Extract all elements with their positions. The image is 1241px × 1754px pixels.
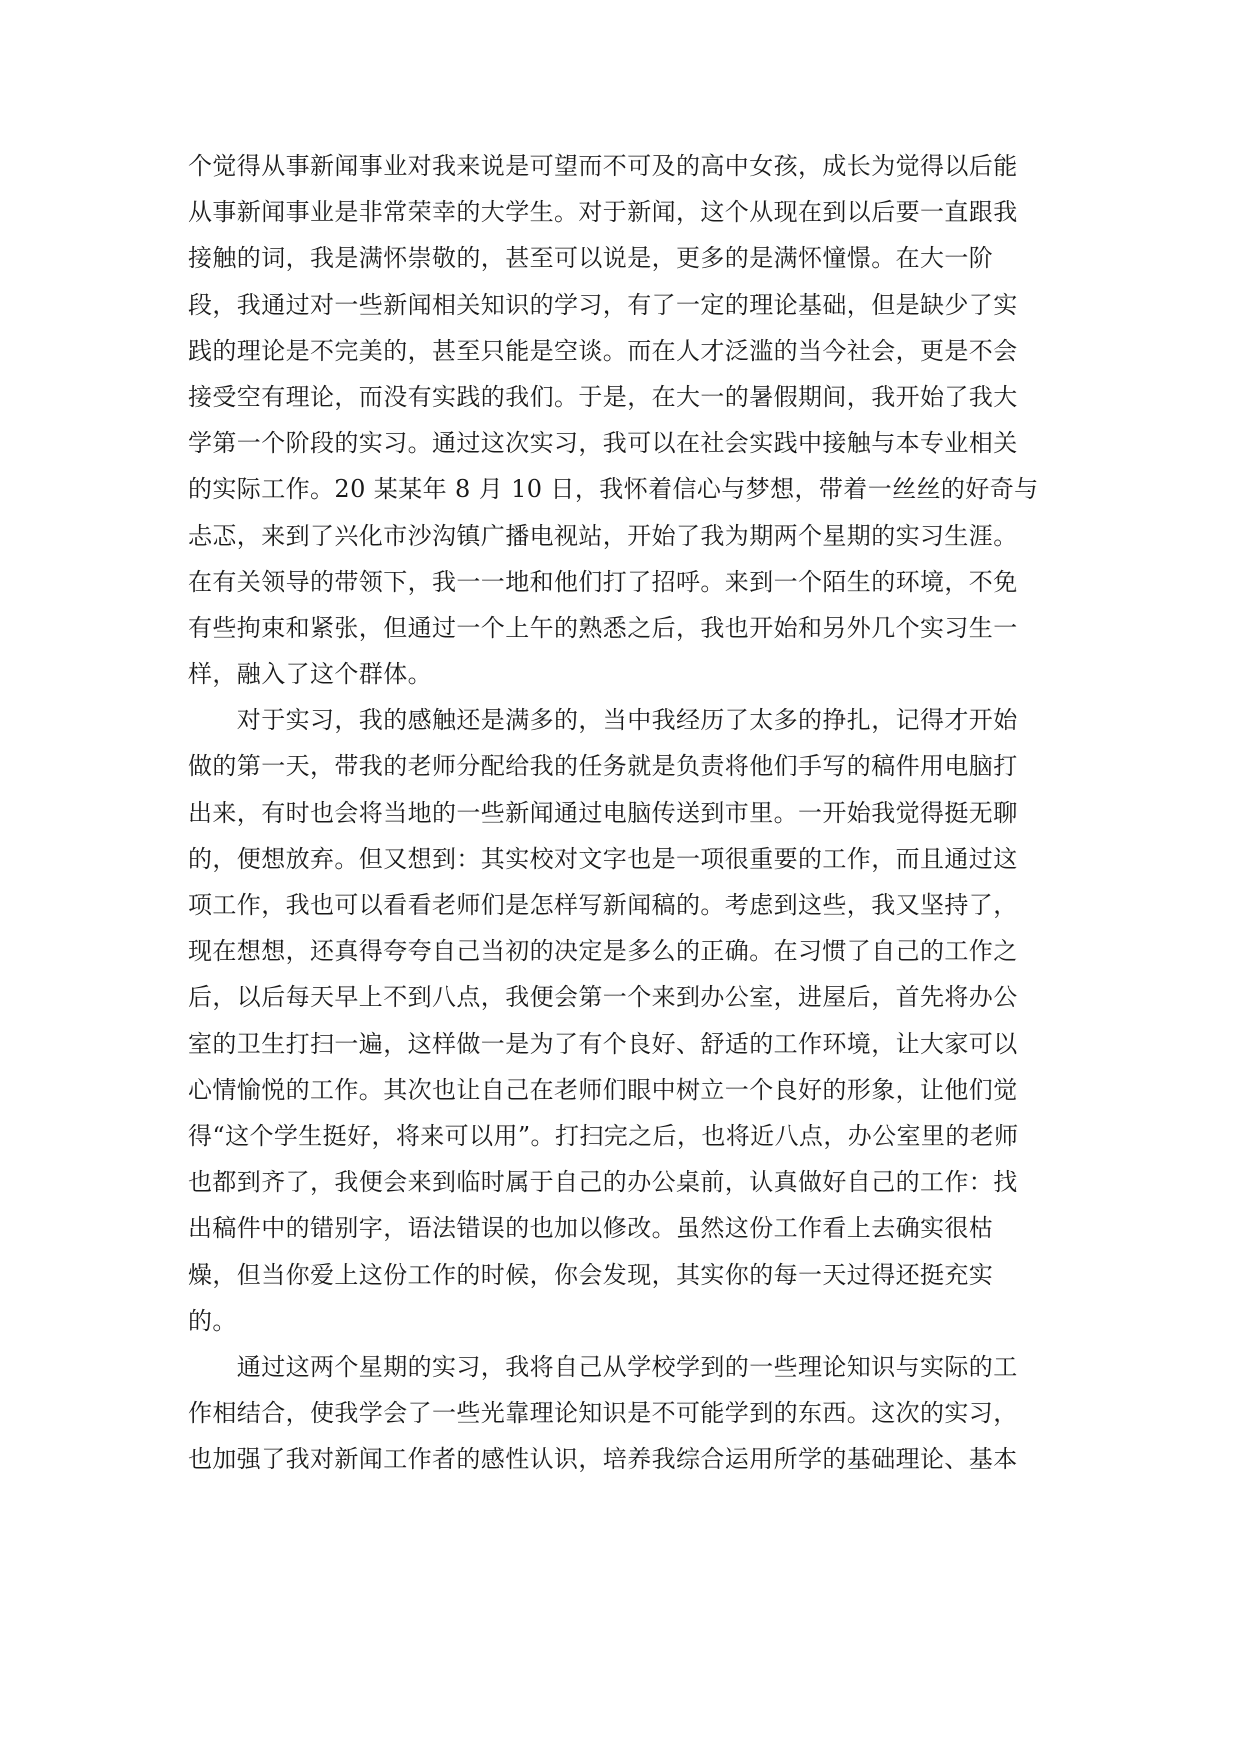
text-line: 个觉得从事新闻事业对我来说是可望而不可及的高中女孩，成长为觉得以后能 (188, 152, 1018, 180)
text-line: 心情愉悦的工作。其次也让自己在老师们眼中树立一个良好的形象，让他们觉 (188, 1075, 1018, 1104)
text-line: 作相结合，使我学会了一些光靠理论知识是不可能学到的东西。这次的实习， (188, 1399, 1018, 1428)
text-line: 对于实习，我的感触还是满多的，当中我经历了太多的挣扎，记得才开始 (188, 706, 1018, 735)
text-line: 出来，有时也会将当地的一些新闻通过电脑传送到市里。一开始我觉得挺无聊 (188, 798, 1018, 827)
text-line: 学第一个阶段的实习。通过这次实习，我可以在社会实践中接触与本专业相关 (188, 429, 1018, 458)
text-line: 忐忑，来到了兴化市沙沟镇广播电视站，开始了我为期两个星期的实习生涯。 (188, 521, 1018, 550)
text-line: 燥，但当你爱上这份工作的时候，你会发现，其实你的每一天过得还挺充实 (188, 1260, 994, 1289)
text-line: 得“这个学生挺好，将来可以用”。打扫完之后，也将近八点，办公室里的老师 (188, 1121, 1019, 1150)
text-line: 项工作，我也可以看看老师们是怎样写新闻稿的。考虑到这些，我又坚持了， (188, 891, 1018, 919)
text-line: 也加强了我对新闻工作者的感性认识，培养我综合运用所学的基础理论、基本 (188, 1445, 1018, 1474)
text-line: 室的卫生打扫一遍，这样做一是为了有个良好、舒适的工作环境，让大家可以 (188, 1029, 1018, 1058)
text-line: 通过这两个星期的实习，我将自己从学校学到的一些理论知识与实际的工 (188, 1352, 1018, 1381)
text-line: 后，以后每天早上不到八点，我便会第一个来到办公室，进屋后，首先将办公 (188, 983, 1018, 1012)
text-line: 接触的词，我是满怀崇敬的，甚至可以说是，更多的是满怀憧憬。在大一阶 (188, 244, 994, 273)
text-line: 样，融入了这个群体。 (188, 660, 432, 689)
text-line: 接受空有理论，而没有实践的我们。于是，在大一的暑假期间，我开始了我大 (188, 382, 1018, 411)
body-text (188, 143, 1068, 1482)
text-line: 的，便想放弃。但又想到：其实校对文字也是一项很重要的工作，而且通过这 (188, 844, 1018, 873)
text-line: 有些拘束和紧张，但通过一个上午的熟悉之后，我也开始和另外几个实习生一 (188, 613, 1018, 642)
text-line: 的。 (188, 1306, 237, 1335)
text-line: 现在想想，还真得夸夸自己当初的决定是多么的正确。在习惯了自己的工作之 (188, 937, 1018, 966)
text-line: 也都到齐了，我便会来到临时属于自己的办公桌前，认真做好自己的工作：找 (188, 1168, 1018, 1197)
text-line: 的实际工作。20 某某年 8 月 10 日，我怀着信心与梦想，带着一丝丝的好奇与 (188, 475, 1039, 504)
text-line: 从事新闻事业是非常荣幸的大学生。对于新闻，这个从现在到以后要一直跟我 (188, 198, 1018, 227)
text-line: 出稿件中的错别字，语法错误的也加以修改。虽然这份工作看上去确实很枯 (188, 1214, 994, 1243)
text-line: 在有关领导的带领下，我一一地和他们打了招呼。来到一个陌生的环境，不免 (188, 567, 1018, 596)
text-line: 段，我通过对一些新闻相关知识的学习，有了一定的理论基础，但是缺少了实 (188, 290, 1018, 319)
text-line: 做的第一天，带我的老师分配给我的任务就是负责将他们手写的稿件用电脑打 (188, 752, 1018, 781)
text-line: 践的理论是不完美的，甚至只能是空谈。而在人才泛滥的当今社会，更是不会 (188, 336, 1018, 365)
